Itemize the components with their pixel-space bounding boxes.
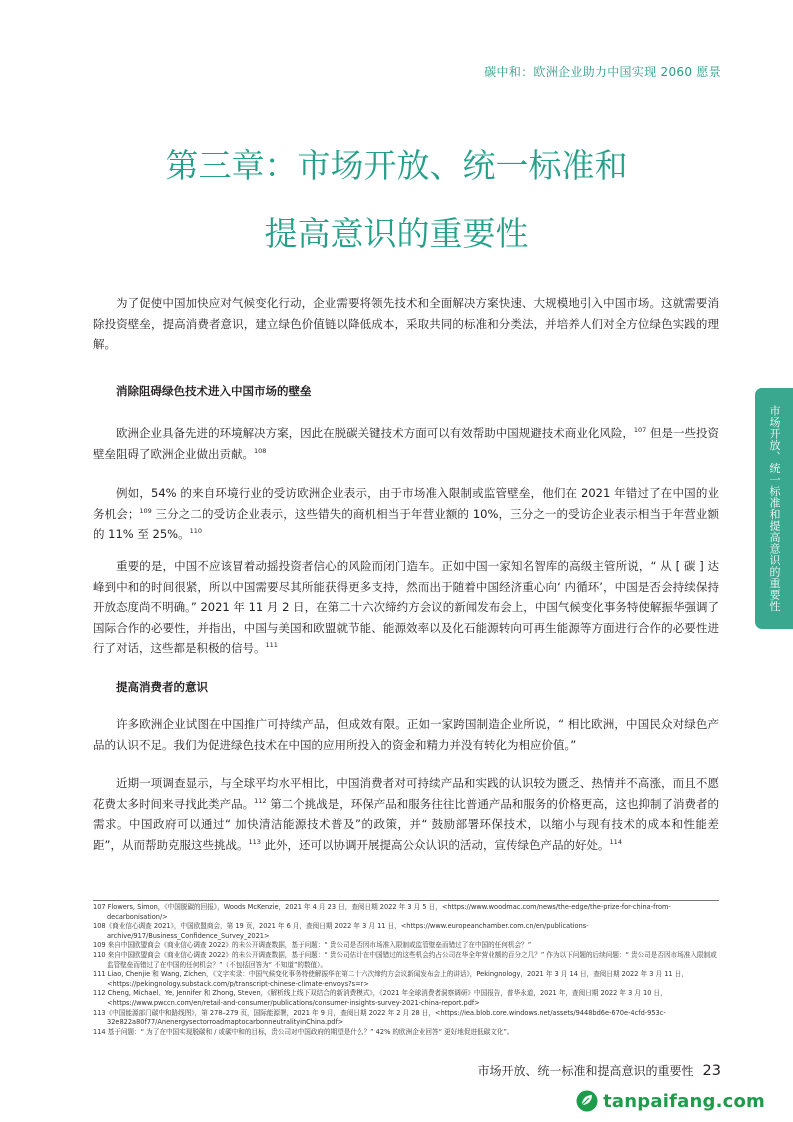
body-paragraph: 例如，54% 的来自环境行业的受访欧洲企业表示，由于市场准入限制或监管壁垒，他们在 2021 年错过了在中国的业务机会；$^{109}$ 三分之二的受访企业表示，这些错失的商机相当于年营业额的 10%，三分之一的受访企业表示相当于年营业额的 11% 至 25%。$^{110}$ [93,486,719,541]
leaf-logo-icon [576,1090,598,1112]
footnote: 108《商业信心调查 2021》，中国欧盟商会，第 19 页，2021 年 6 月，查阅日期 2022 年 3 月 11 日，<https://www.europeanchamber.com.cn/en/publications-archive/917/Business_Confidence_Survey_2021> [93,922,589,940]
footnote-ref[interactable]: 113 [248,837,261,846]
chapter-title-line2: 提高意识的重要性 [264,214,529,253]
side-tab-label: 市场开放、统一标准和提高意识的重要性 [768,405,781,612]
side-section-tab[interactable] [755,388,793,629]
footnote-ref[interactable]: 110 [189,527,203,536]
section-heading: 提高消费者的意识 [116,680,208,694]
section2-paragraph1-block [93,714,719,755]
intro-paragraph: 为了促使中国加快应对气候变化行动，企业需要将领先技术和全面解决方案快速、大规模地引入中国市场。这就需要消除投资壁垒，提高消费者意识，建立绿色价值链以降低成本，采取共同的标准和分类法，并培养人们对全方位绿色实践的理解。 [93,296,719,351]
section2-heading-block [93,677,719,698]
page-footer [478,1062,721,1079]
footnote: 107 Flowers, Simon，《中国脱碳的回报》，Woods McKenzie，2021 年 4 月 23 日，查阅日期 2022 年 3 月 5 日，<https://www.woodmac.com/news/the-edge/the-prize-for-china-from-decarbonisation/> [93,903,671,921]
body-paragraph: 近期一项调查显示，与全球平均水平相比，中国消费者对可持续产品和实践的认识较为匮乏、热情并不高涨，而且不愿花费太多时间来寻找此类产品。$^{112}$ 第二个挑战是，环保产品和服务往往比普通产品和服务的价格更高，这也抑制了消费者的需求。中国政府可以通过“ 加快清洁能源技术普及”的政策，并“ 鼓励部署环保技术，以缩小与现有技术的成本和性能差距”，从而帮助克服这些挑战。$^{113}$ 此外，还可以协调开展提高公众认识的活动，宣传绿色产品的好处。$^{114}$ [93,776,720,852]
footnote-divider [93,900,719,901]
section1-paragraph2-block [93,483,719,545]
footnote-ref[interactable]: 108 [254,446,267,455]
footnote: 111 Liao, Chenjie 和 Wang, Zichen，《文字实录：中国气候变化事务特使解振华在第二十六次缔约方会议新闻发布会上的讲话》，Pekingnology，2021 年 3 月 14 日，查阅日期 2022 年 3 月 11 日，<https://pekingnology.substack.com/p/transcript-chinese-climate-envoys?s=r> [93,970,688,988]
footer-section-title: 市场开放、统一标准和提高意识的重要性 [477,1064,694,1078]
section-heading: 消除阻碍绿色技术进入中国市场的壁垒 [116,384,312,398]
brand-name: tanpaifang.com [603,1090,765,1112]
chapter-title-line1: 第三章：市场开放、统一标准和 [165,146,628,185]
running-header: 碳中和：欧洲企业助力中国实现 2060 愿景 [484,65,721,79]
footnote: 109 来自中国欧盟商会《商业信心调查 2022》的未公开调查数据，基于问题：“ 贵公司是否因市场准入限制或监管壁垒而错过了在中国的任何机会？” [93,941,532,950]
section1-heading-block [93,381,719,402]
intro-block [93,293,719,355]
section1-paragraph3-block [93,556,719,659]
footnote-ref[interactable]: 111 [265,641,278,650]
footnote: 114 基于问题：“ 为了在中国实现脱碳和 / 或碳中和的目标，贵公司对中国政府的期望是什么？” 42% 的欧洲企业回答“ 更好地促进低碳文化”。 [93,1027,514,1036]
footnotes [93,903,719,1037]
page-number: 23 [702,1063,721,1079]
footnote-ref[interactable]: 107 [633,426,647,435]
footnote: 112 Cheng, Michael、Ye, Jennifer 和 Zhong, Steven，《解析线上线下双结合的新消费模式》，《2021 年全球消费者洞察调研》中国报告，普华永道，2021 年，查阅日期 2022 年 3 月 10 日，<https://www.pwccn.com/en/retail-and-consumer/publications/consumer-insights-survey-2021-china-report.pdf> [93,989,667,1007]
body-paragraph: 许多欧洲企业试图在中国推广可持续产品，但成效有限。正如一家跨国制造企业所说，“ 相比欧洲，中国民众对绿色产品的认识不足。我们为促进绿色技术在中国的应用所投入的资金和精力并没有转化为相应价值。” [93,717,719,752]
footnote-ref[interactable]: 109 [139,506,152,515]
section1-paragraph1-block [93,423,719,464]
footnote: 113《中国能源部门碳中和路线图》，第 278–279 页，国际能源署，2021 年 9 月，查阅日期 2022 年 2 月 28 日，<https://iea.blob.core.windows.net/assets/9448bd6e-670e-4cfd-953c-32e822a80f77/AnenergysectorroadmaptocarbonneutralityinChina.pdf> [93,1008,666,1027]
body-paragraph: 欧洲企业具备先进的环境解决方案，因此在脱碳关键技术方面可以有效帮助中国规避技术商业化风险，$^{107}$ 但是一些投资壁垒阻碍了欧洲企业做出贡献。$^{108}$ [93,426,720,461]
footnote-ref[interactable]: 114 [609,837,622,846]
footnote-ref[interactable]: 112 [254,796,267,805]
section2-paragraph2-block [93,773,719,855]
watermark-brand[interactable] [576,1090,765,1112]
body-paragraph: 重要的是，中国不应该冒着动摇投资者信心的风险而闭门造车。正如中国一家知名智库的高级主管所说，“ 从 [ 碳 ] 达峰到中和的时间很紧，所以中国需要尽其所能获得更多支持，然而出于随着中国经济重心向‘ 内循环’，中国是否会持续保持开放态度尚不明确。” 2021 年 11 月 2 日，在第二十六次缔约方会议的新闻发布会上，中国气候变化事务特使解振华强调了国际合作的必要性，并指出，中国与美国和欧盟就节能、能源效率以及化石能源转向可再生能源等方面进行合作的必要性进行了对话，这些都是积极的信号。$^{111}$ [93,559,719,655]
footnote: 110 来自中国欧盟商会《商业信心调查 2022》的未公开调查数据，基于问题：“ 贵公司估计在中国错过的这些机会约占公司在华全年营业额的百分之几？” 作为以下问题的后续问题：“ 贵公司是否因市场准入限制或监管壁垒而错过了在中国的任何机会？”（不包括回答为“ 不知道”的数值）。 [93,950,717,969]
